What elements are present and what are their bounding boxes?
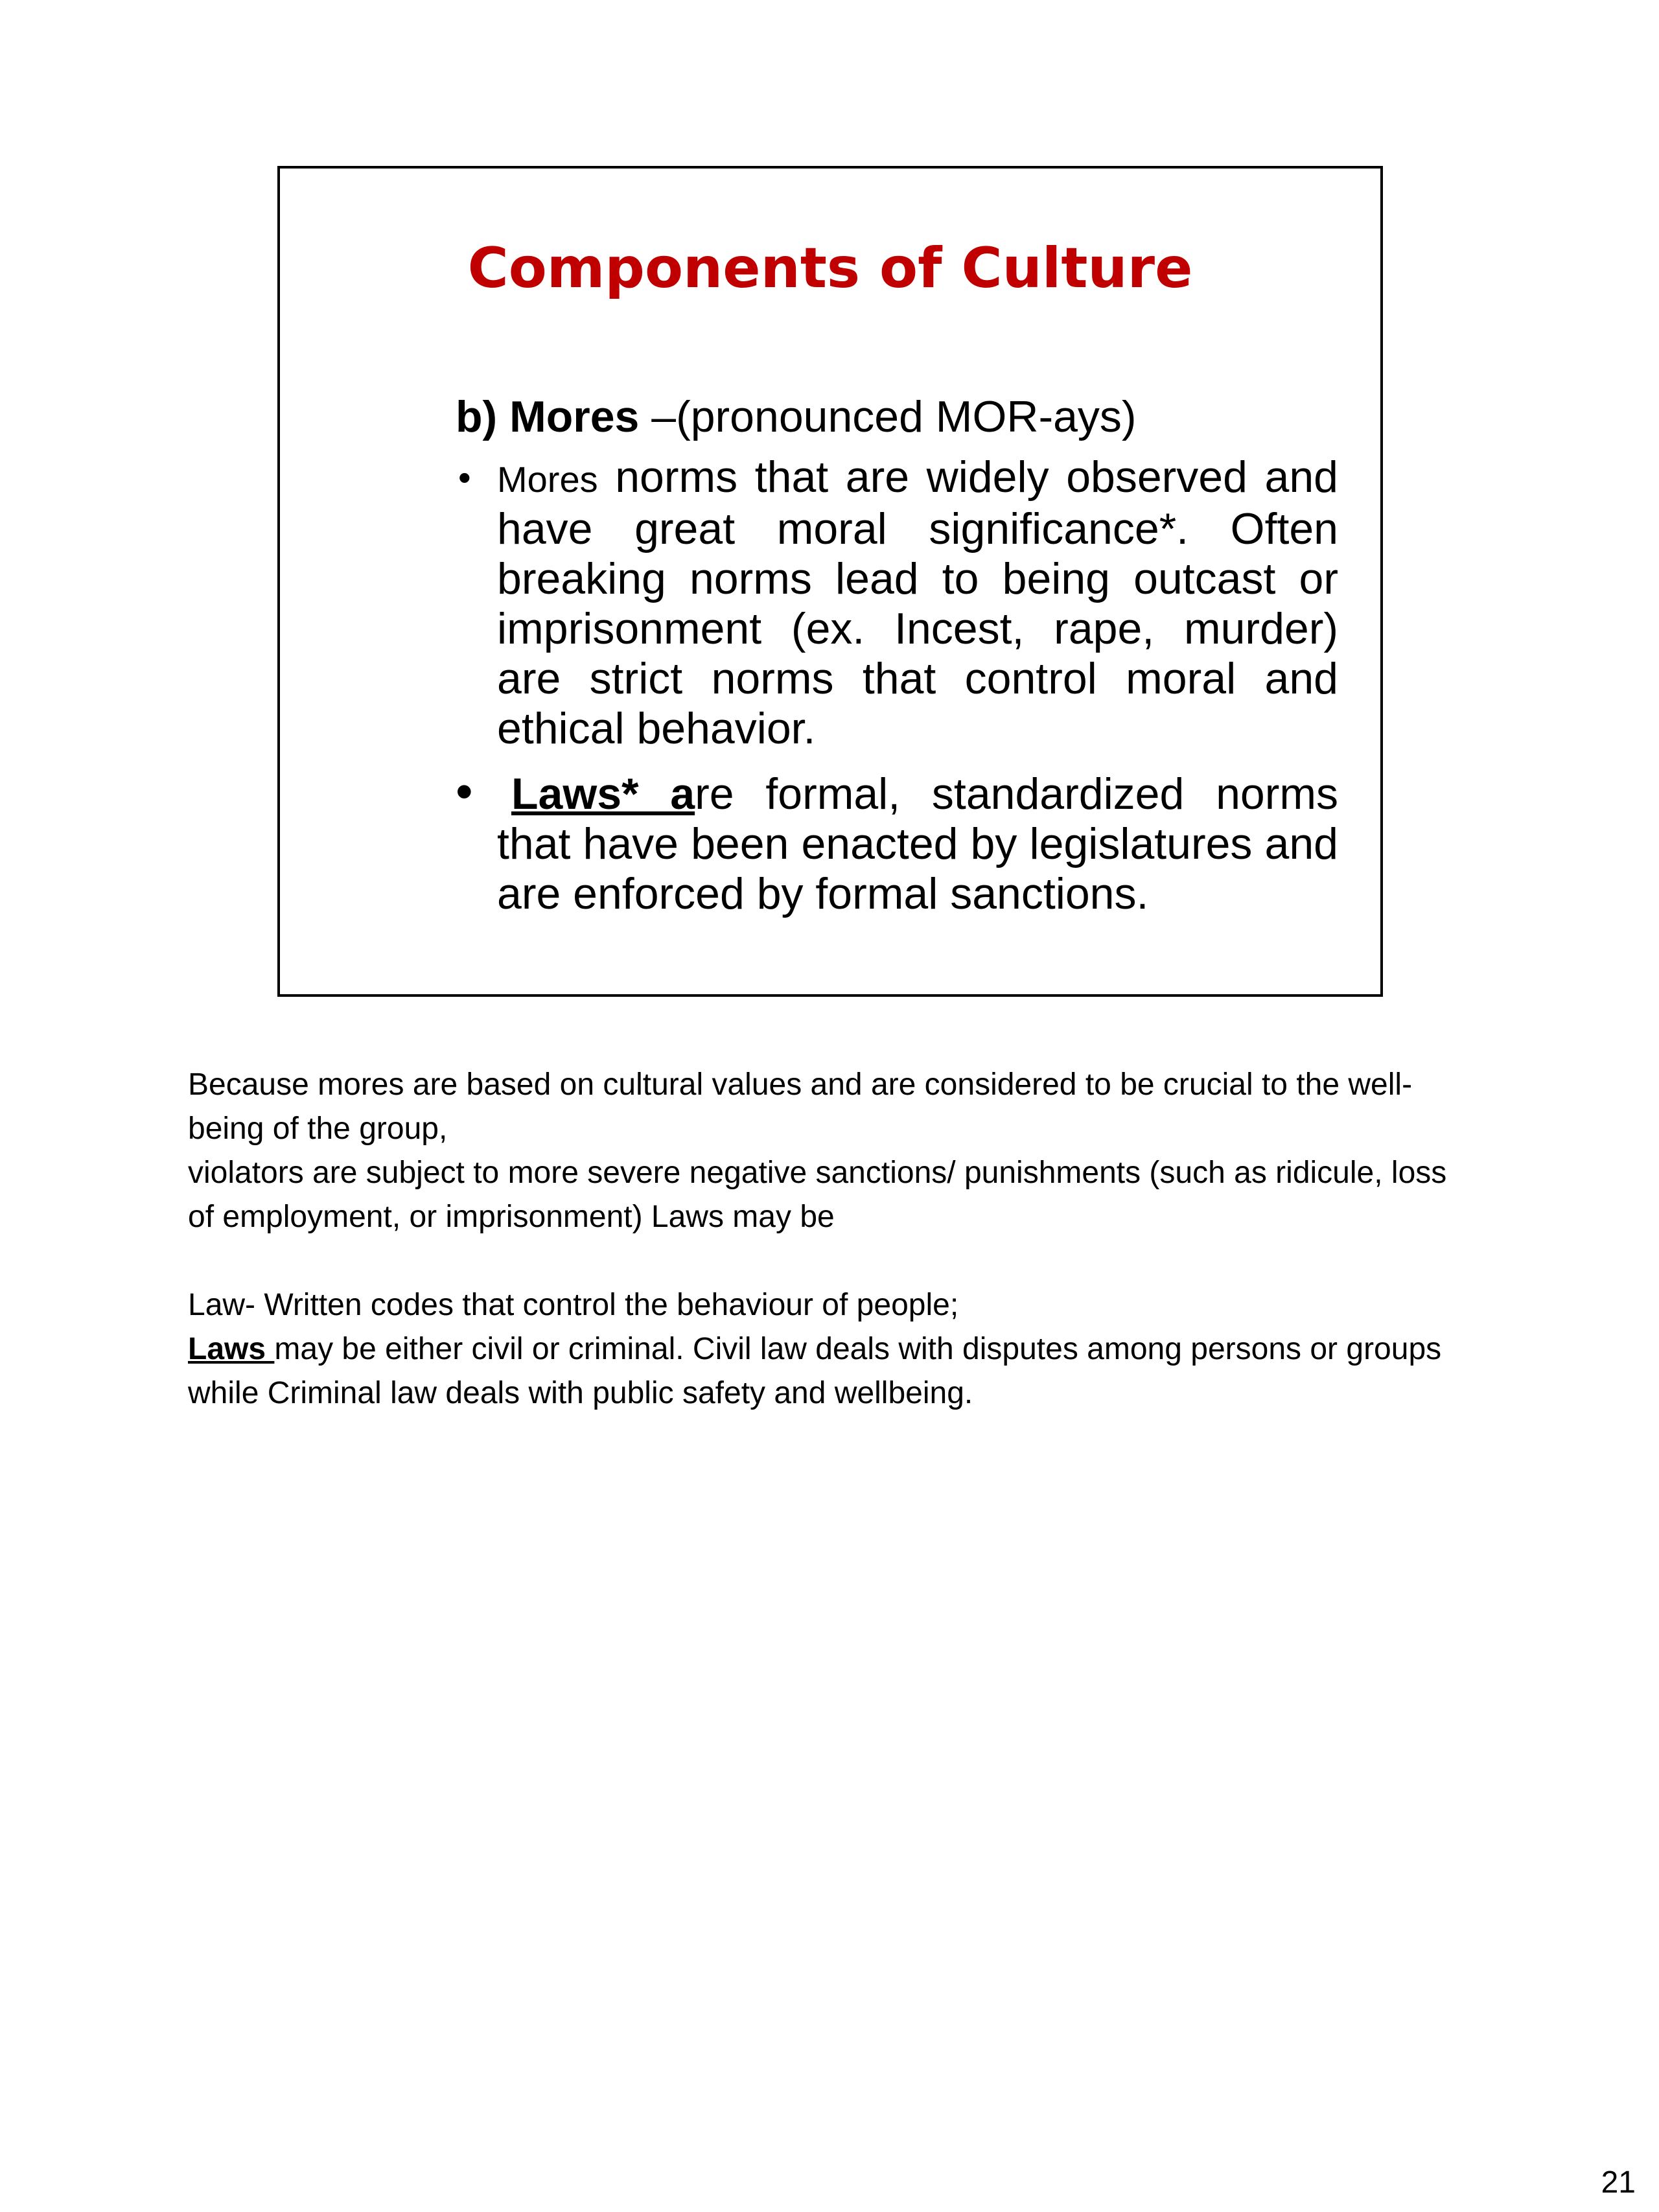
notes-paragraph-1: Because mores are based on cultural values and are considered to be crucial to the well-being of the group, [188, 1067, 1413, 1146]
bullet-mores [456, 452, 1338, 754]
notes-laws-word: Laws [188, 1332, 275, 1366]
bullet-laws-text: re formal, standardized norms that have been enacted by legislatures and are enforced by formal sanctions. [497, 769, 1338, 918]
notes-paragraph-2: violators are subject to more severe negative sanctions/ punishments (such as ridicule, loss of employment, or imprisonment) Laws may be [188, 1156, 1447, 1234]
heading-label: b) Mores [456, 392, 640, 441]
notes-laws-text: may be either civil or criminal. Civil law deals with disputes among persons or groups while Criminal law deals with public safety and wellbeing. [188, 1332, 1442, 1410]
page-number: 21 [1601, 2165, 1636, 2200]
bullet-laws-lead: Laws* a [511, 769, 695, 819]
slide-frame [277, 166, 1383, 997]
bullet-dot-icon: • [458, 457, 471, 498]
bullet-laws [456, 764, 1338, 919]
slide-title: Components of Culture [467, 236, 1193, 301]
heading-pronunciation: –(pronounced MOR-ays) [639, 392, 1137, 441]
speaker-notes [188, 1063, 1458, 1415]
bullet-mores-lead: Mores [497, 459, 598, 500]
notes-paragraph-4 [188, 1327, 1458, 1415]
section-heading [456, 389, 1338, 445]
bullet-dot-icon: • [456, 764, 473, 819]
notes-paragraph-3: Law- Written codes that control the behaviour of people; [188, 1288, 959, 1322]
slide-body [456, 389, 1338, 919]
bullet-mores-text: norms that are widely observed and have great moral significance*. Often breaking norms lead to being outcast or imprisonment (ex. Incest, rape, murder) are strict norms that control moral and ethical behavior. [497, 452, 1338, 753]
notes-spacer [188, 1239, 1458, 1283]
